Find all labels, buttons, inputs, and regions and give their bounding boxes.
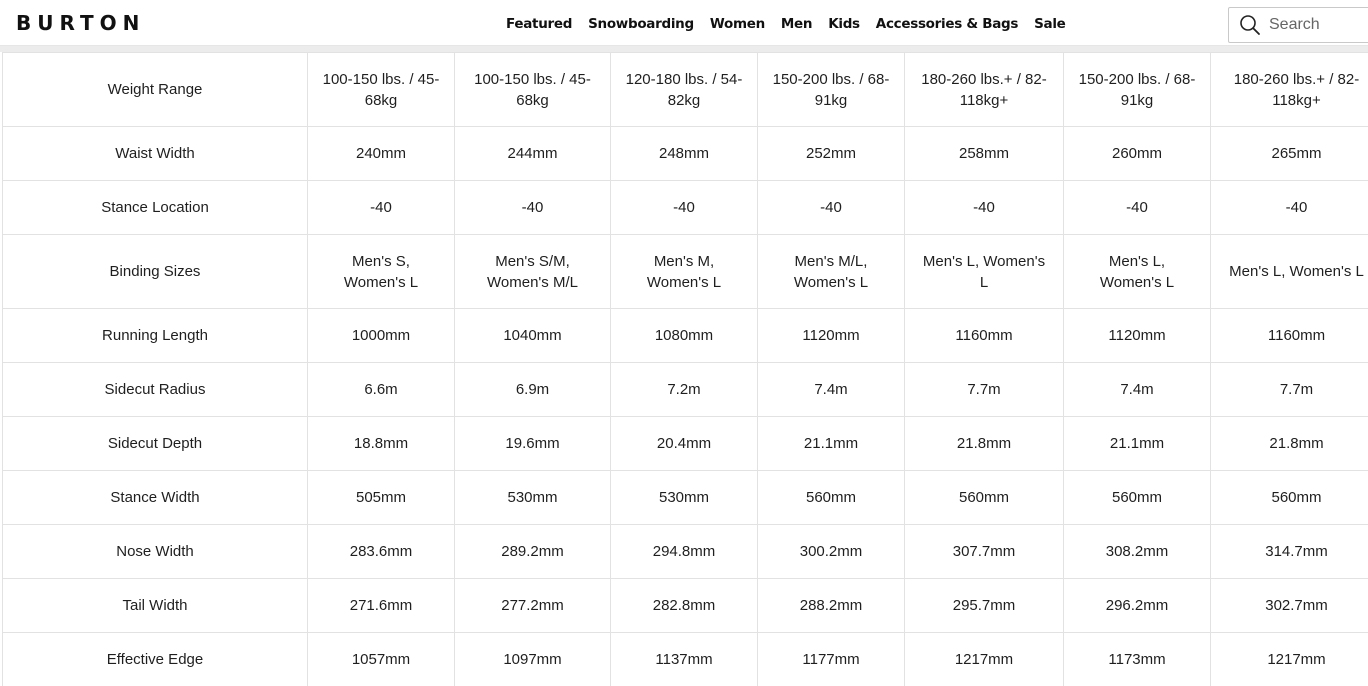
spec-value: 300.2mm <box>758 525 905 579</box>
spec-value: 18.8mm <box>308 417 455 471</box>
spec-label: Weight Range <box>3 53 308 127</box>
spec-value: 1057mm <box>308 633 455 686</box>
spec-value: 6.9m <box>455 363 611 417</box>
spec-value: 1120mm <box>758 309 905 363</box>
specs-table-container <box>2 52 1368 686</box>
spec-value: 252mm <box>758 127 905 181</box>
spec-value: 6.6m <box>308 363 455 417</box>
spec-value: 1173mm <box>1064 633 1211 686</box>
spec-value: Men's L, Women's L <box>1211 235 1368 309</box>
spec-value: 100-150 lbs. / 45-68kg <box>308 53 455 127</box>
spec-value: 150-200 lbs. / 68-91kg <box>1064 53 1211 127</box>
spec-value: 19.6mm <box>455 417 611 471</box>
spec-value: 530mm <box>455 471 611 525</box>
spec-value: Men's S, Women's L <box>308 235 455 309</box>
spec-value: 271.6mm <box>308 579 455 633</box>
spec-value: 289.2mm <box>455 525 611 579</box>
spec-value: 1120mm <box>1064 309 1211 363</box>
spec-value: 294.8mm <box>611 525 758 579</box>
spec-value: 100-150 lbs. / 45-68kg <box>455 53 611 127</box>
spec-value: 1040mm <box>455 309 611 363</box>
burton-logo[interactable]: BURTON <box>16 11 146 35</box>
spec-value: 20.4mm <box>611 417 758 471</box>
spec-value: 307.7mm <box>905 525 1064 579</box>
spec-value: 1177mm <box>758 633 905 686</box>
spec-label: Binding Sizes <box>3 235 308 309</box>
spec-label: Stance Location <box>3 181 308 235</box>
spec-value: -40 <box>611 181 758 235</box>
spec-value: 1137mm <box>611 633 758 686</box>
table-row <box>3 363 1368 417</box>
nav-snowboarding[interactable]: Snowboarding <box>588 16 694 32</box>
spec-value: -40 <box>1064 181 1211 235</box>
spec-label: Waist Width <box>3 127 308 181</box>
nav-sale[interactable]: Sale <box>1034 16 1066 32</box>
spec-value: 1000mm <box>308 309 455 363</box>
spec-value: -40 <box>308 181 455 235</box>
table-row <box>3 417 1368 471</box>
table-row <box>3 127 1368 181</box>
spec-value: 244mm <box>455 127 611 181</box>
spec-value: 1160mm <box>1211 309 1368 363</box>
search-input[interactable] <box>1269 11 1368 39</box>
spec-value: 258mm <box>905 127 1064 181</box>
spec-value: 560mm <box>905 471 1064 525</box>
spec-label: Stance Width <box>3 471 308 525</box>
spec-value: 295.7mm <box>905 579 1064 633</box>
search-box[interactable] <box>1228 7 1368 43</box>
spec-value: 21.1mm <box>758 417 905 471</box>
spec-value: 240mm <box>308 127 455 181</box>
spec-value: 277.2mm <box>455 579 611 633</box>
spec-value: 248mm <box>611 127 758 181</box>
spec-label: Nose Width <box>3 525 308 579</box>
spec-value: 530mm <box>611 471 758 525</box>
spec-value: -40 <box>905 181 1064 235</box>
spec-value: 120-180 lbs. / 54-82kg <box>611 53 758 127</box>
table-row <box>3 579 1368 633</box>
nav-men[interactable]: Men <box>780 16 813 32</box>
table-row <box>3 181 1368 235</box>
spec-label: Sidecut Depth <box>3 417 308 471</box>
spec-value: 1080mm <box>611 309 758 363</box>
spec-value: Men's L, Women's L <box>1064 235 1211 309</box>
spec-value: 7.2m <box>611 363 758 417</box>
spec-value: 1097mm <box>455 633 611 686</box>
spec-value: 1217mm <box>905 633 1064 686</box>
spec-label: Sidecut Radius <box>3 363 308 417</box>
spec-value: 288.2mm <box>758 579 905 633</box>
spec-value: 180-260 lbs.+ / 82-118kg+ <box>1211 53 1368 127</box>
table-row <box>3 53 1368 127</box>
spec-value: 21.1mm <box>1064 417 1211 471</box>
specs-table-body <box>3 53 1368 686</box>
spec-value: 296.2mm <box>1064 579 1211 633</box>
spec-value: 560mm <box>758 471 905 525</box>
spec-value: 308.2mm <box>1064 525 1211 579</box>
spec-value: Men's L, Women's L <box>905 235 1064 309</box>
table-row <box>3 633 1368 686</box>
specs-table <box>2 52 1368 686</box>
spec-value: 180-260 lbs.+ / 82-118kg+ <box>905 53 1064 127</box>
site-header <box>0 0 1368 46</box>
spec-value: 283.6mm <box>308 525 455 579</box>
spec-value: 560mm <box>1064 471 1211 525</box>
spec-value: 7.7m <box>1211 363 1368 417</box>
spec-value: 7.4m <box>758 363 905 417</box>
nav-accessories-bags[interactable]: Accessories & Bags <box>875 16 1019 32</box>
spec-value: 265mm <box>1211 127 1368 181</box>
spec-label: Running Length <box>3 309 308 363</box>
table-row <box>3 525 1368 579</box>
table-row <box>3 471 1368 525</box>
spec-label: Tail Width <box>3 579 308 633</box>
spec-value: 560mm <box>1211 471 1368 525</box>
spec-value: 260mm <box>1064 127 1211 181</box>
spec-value: -40 <box>455 181 611 235</box>
nav-kids[interactable]: Kids <box>828 16 860 32</box>
spec-value: Men's S/M, Women's M/L <box>455 235 611 309</box>
nav-women[interactable]: Women <box>709 16 765 32</box>
spec-value: 282.8mm <box>611 579 758 633</box>
nav-featured[interactable]: Featured <box>506 16 573 32</box>
search-icon[interactable] <box>1238 13 1262 37</box>
spec-value: 1160mm <box>905 309 1064 363</box>
spec-value: 150-200 lbs. / 68-91kg <box>758 53 905 127</box>
table-row <box>3 235 1368 309</box>
table-row <box>3 309 1368 363</box>
spec-label: Effective Edge <box>3 633 308 686</box>
spec-value: -40 <box>1211 181 1368 235</box>
spec-value: 7.7m <box>905 363 1064 417</box>
spec-value: 21.8mm <box>905 417 1064 471</box>
main-nav <box>506 15 1066 33</box>
spec-value: Men's M, Women's L <box>611 235 758 309</box>
spec-value: 302.7mm <box>1211 579 1368 633</box>
spec-value: 21.8mm <box>1211 417 1368 471</box>
spec-value: 505mm <box>308 471 455 525</box>
spec-value: 1217mm <box>1211 633 1368 686</box>
spec-value: Men's M/L, Women's L <box>758 235 905 309</box>
spec-value: -40 <box>758 181 905 235</box>
spec-value: 314.7mm <box>1211 525 1368 579</box>
spec-value: 7.4m <box>1064 363 1211 417</box>
